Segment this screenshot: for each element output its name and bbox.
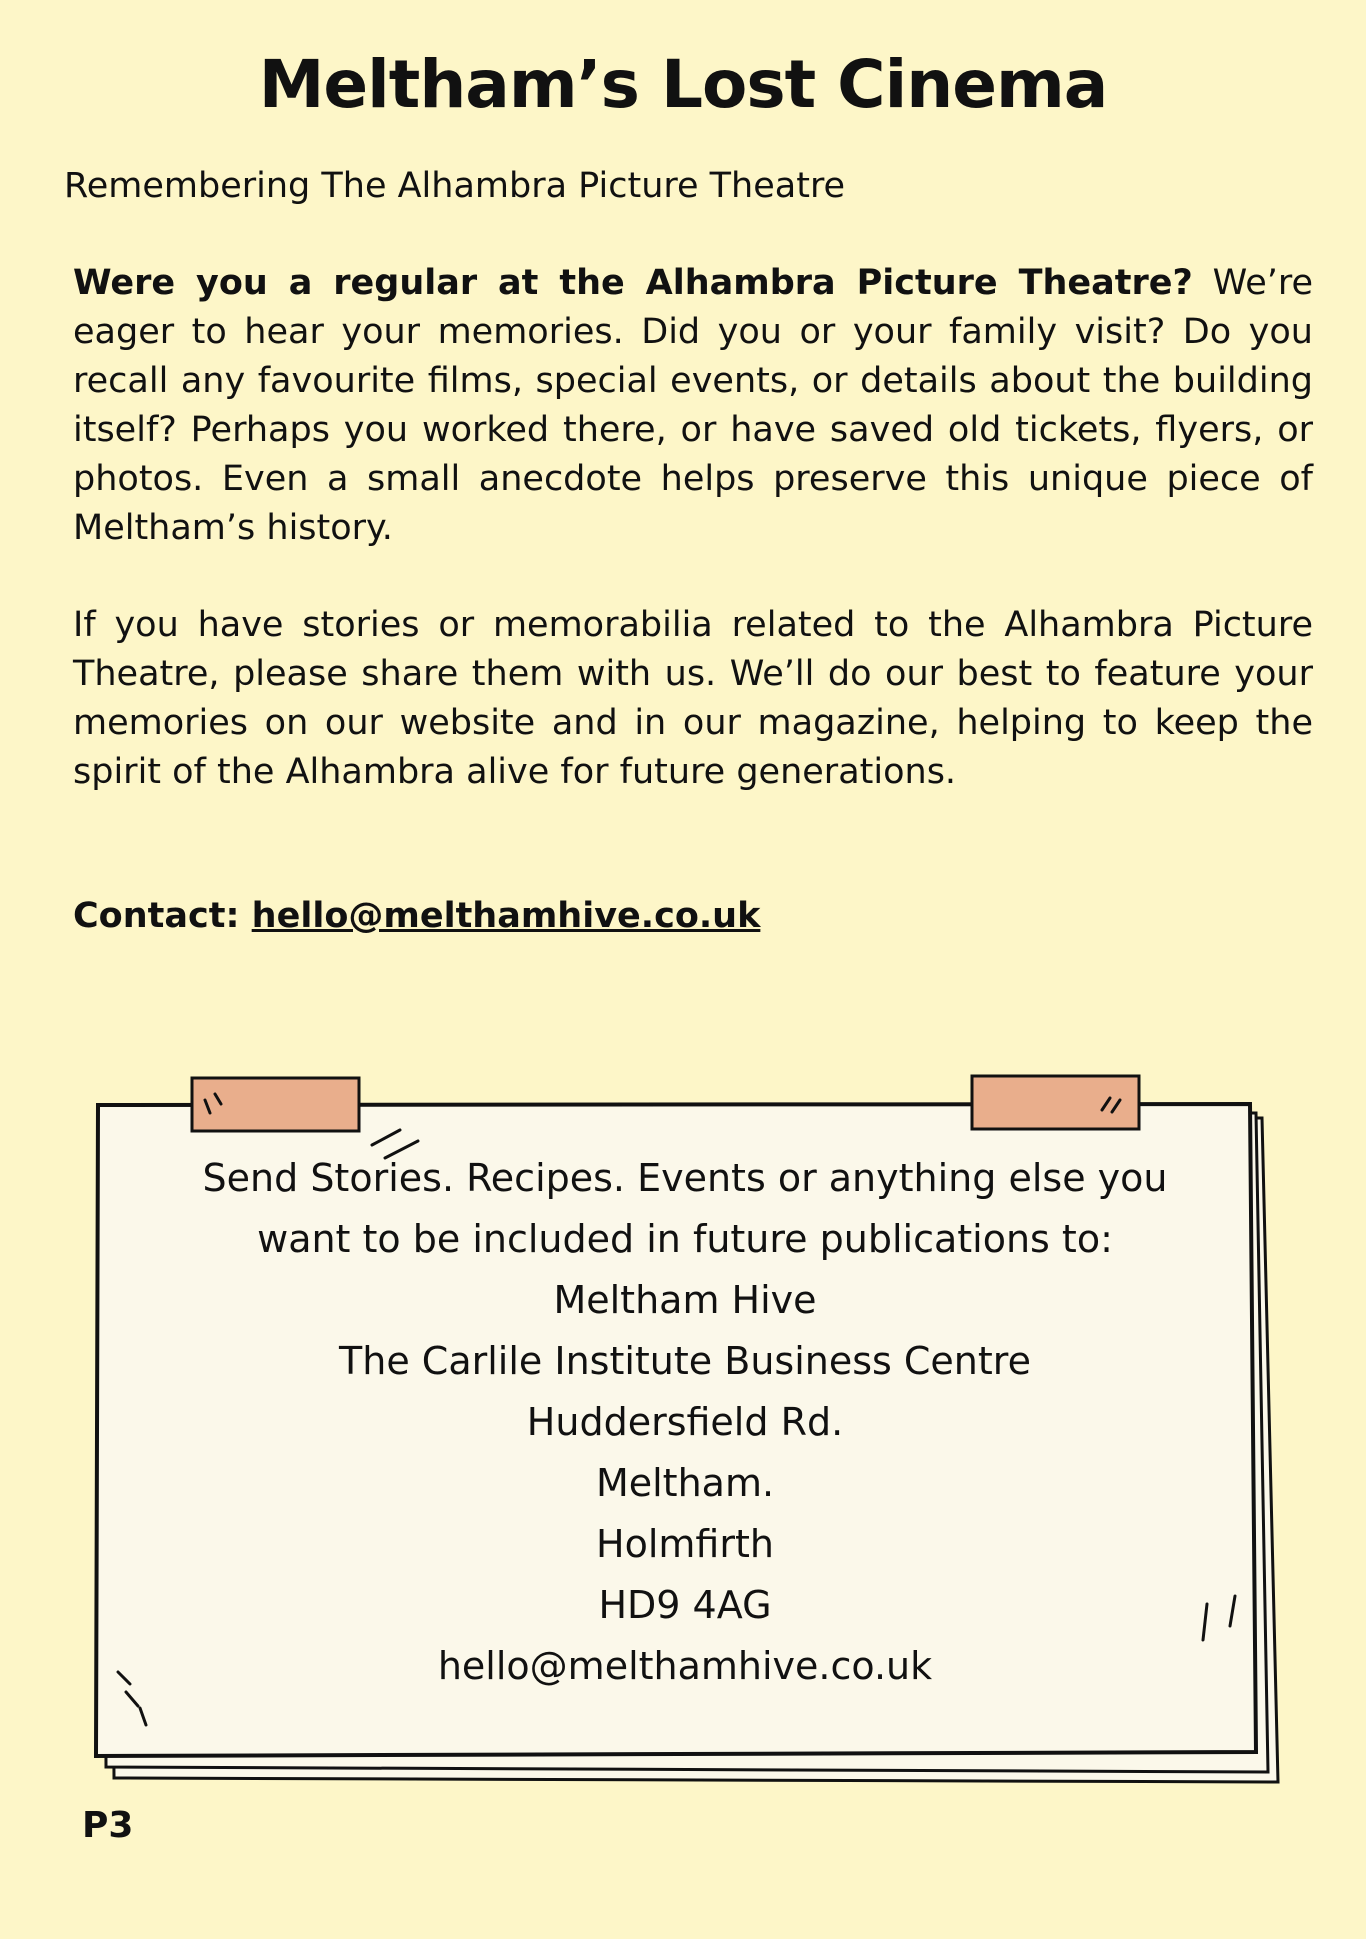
subtitle: Remembering The Alhambra Picture Theatre: [64, 166, 846, 206]
note-line: Huddersfield Rd.: [526, 1400, 844, 1444]
note-text: [120, 1148, 1250, 1697]
contact-email-link[interactable]: hello@melthamhive.co.uk: [251, 896, 761, 936]
note-line: want to be included in future publications to:: [257, 1217, 1113, 1261]
tape-left: [192, 1078, 359, 1131]
tape-right: [972, 1076, 1139, 1129]
note-line: HD9 4AG: [598, 1583, 772, 1627]
intro-lead: Were you a regular at the Alhambra Picture Theatre?: [73, 263, 1193, 303]
note-line: Meltham Hive: [553, 1278, 817, 1322]
share-paragraph: If you have stories or memorabilia related to the Alhambra Picture Theatre, please share them with us. We’ll do our best to feature your memories on our website and in our magazine, helping to keep the spirit of the Alhambra alive for future generations.: [73, 605, 1313, 792]
page-title: Meltham’s Lost Cinema: [258, 46, 1108, 123]
contact-line: [73, 896, 760, 936]
note-line: Meltham.: [595, 1461, 775, 1505]
contact-label: Contact:: [73, 896, 252, 936]
note-line: The Carlile Institute Business Centre: [339, 1339, 1031, 1383]
note-email: hello@melthamhive.co.uk: [437, 1644, 933, 1688]
note-line: Holmfirth: [596, 1522, 774, 1566]
intro-text: We’re eager to hear your memories. Did you or your family visit? Do you recall any favourite films, special events, or details about the building itself? Perhaps you worked there, or have saved old tickets, flyers, or photos. Even a small anecdote helps preserve this unique piece of Meltham’s history.: [73, 263, 1314, 548]
intro-paragraph: [73, 259, 1313, 553]
note-line: Send Stories. Recipes. Events or anything else you: [202, 1156, 1168, 1200]
page-number: P3: [82, 1805, 134, 1846]
